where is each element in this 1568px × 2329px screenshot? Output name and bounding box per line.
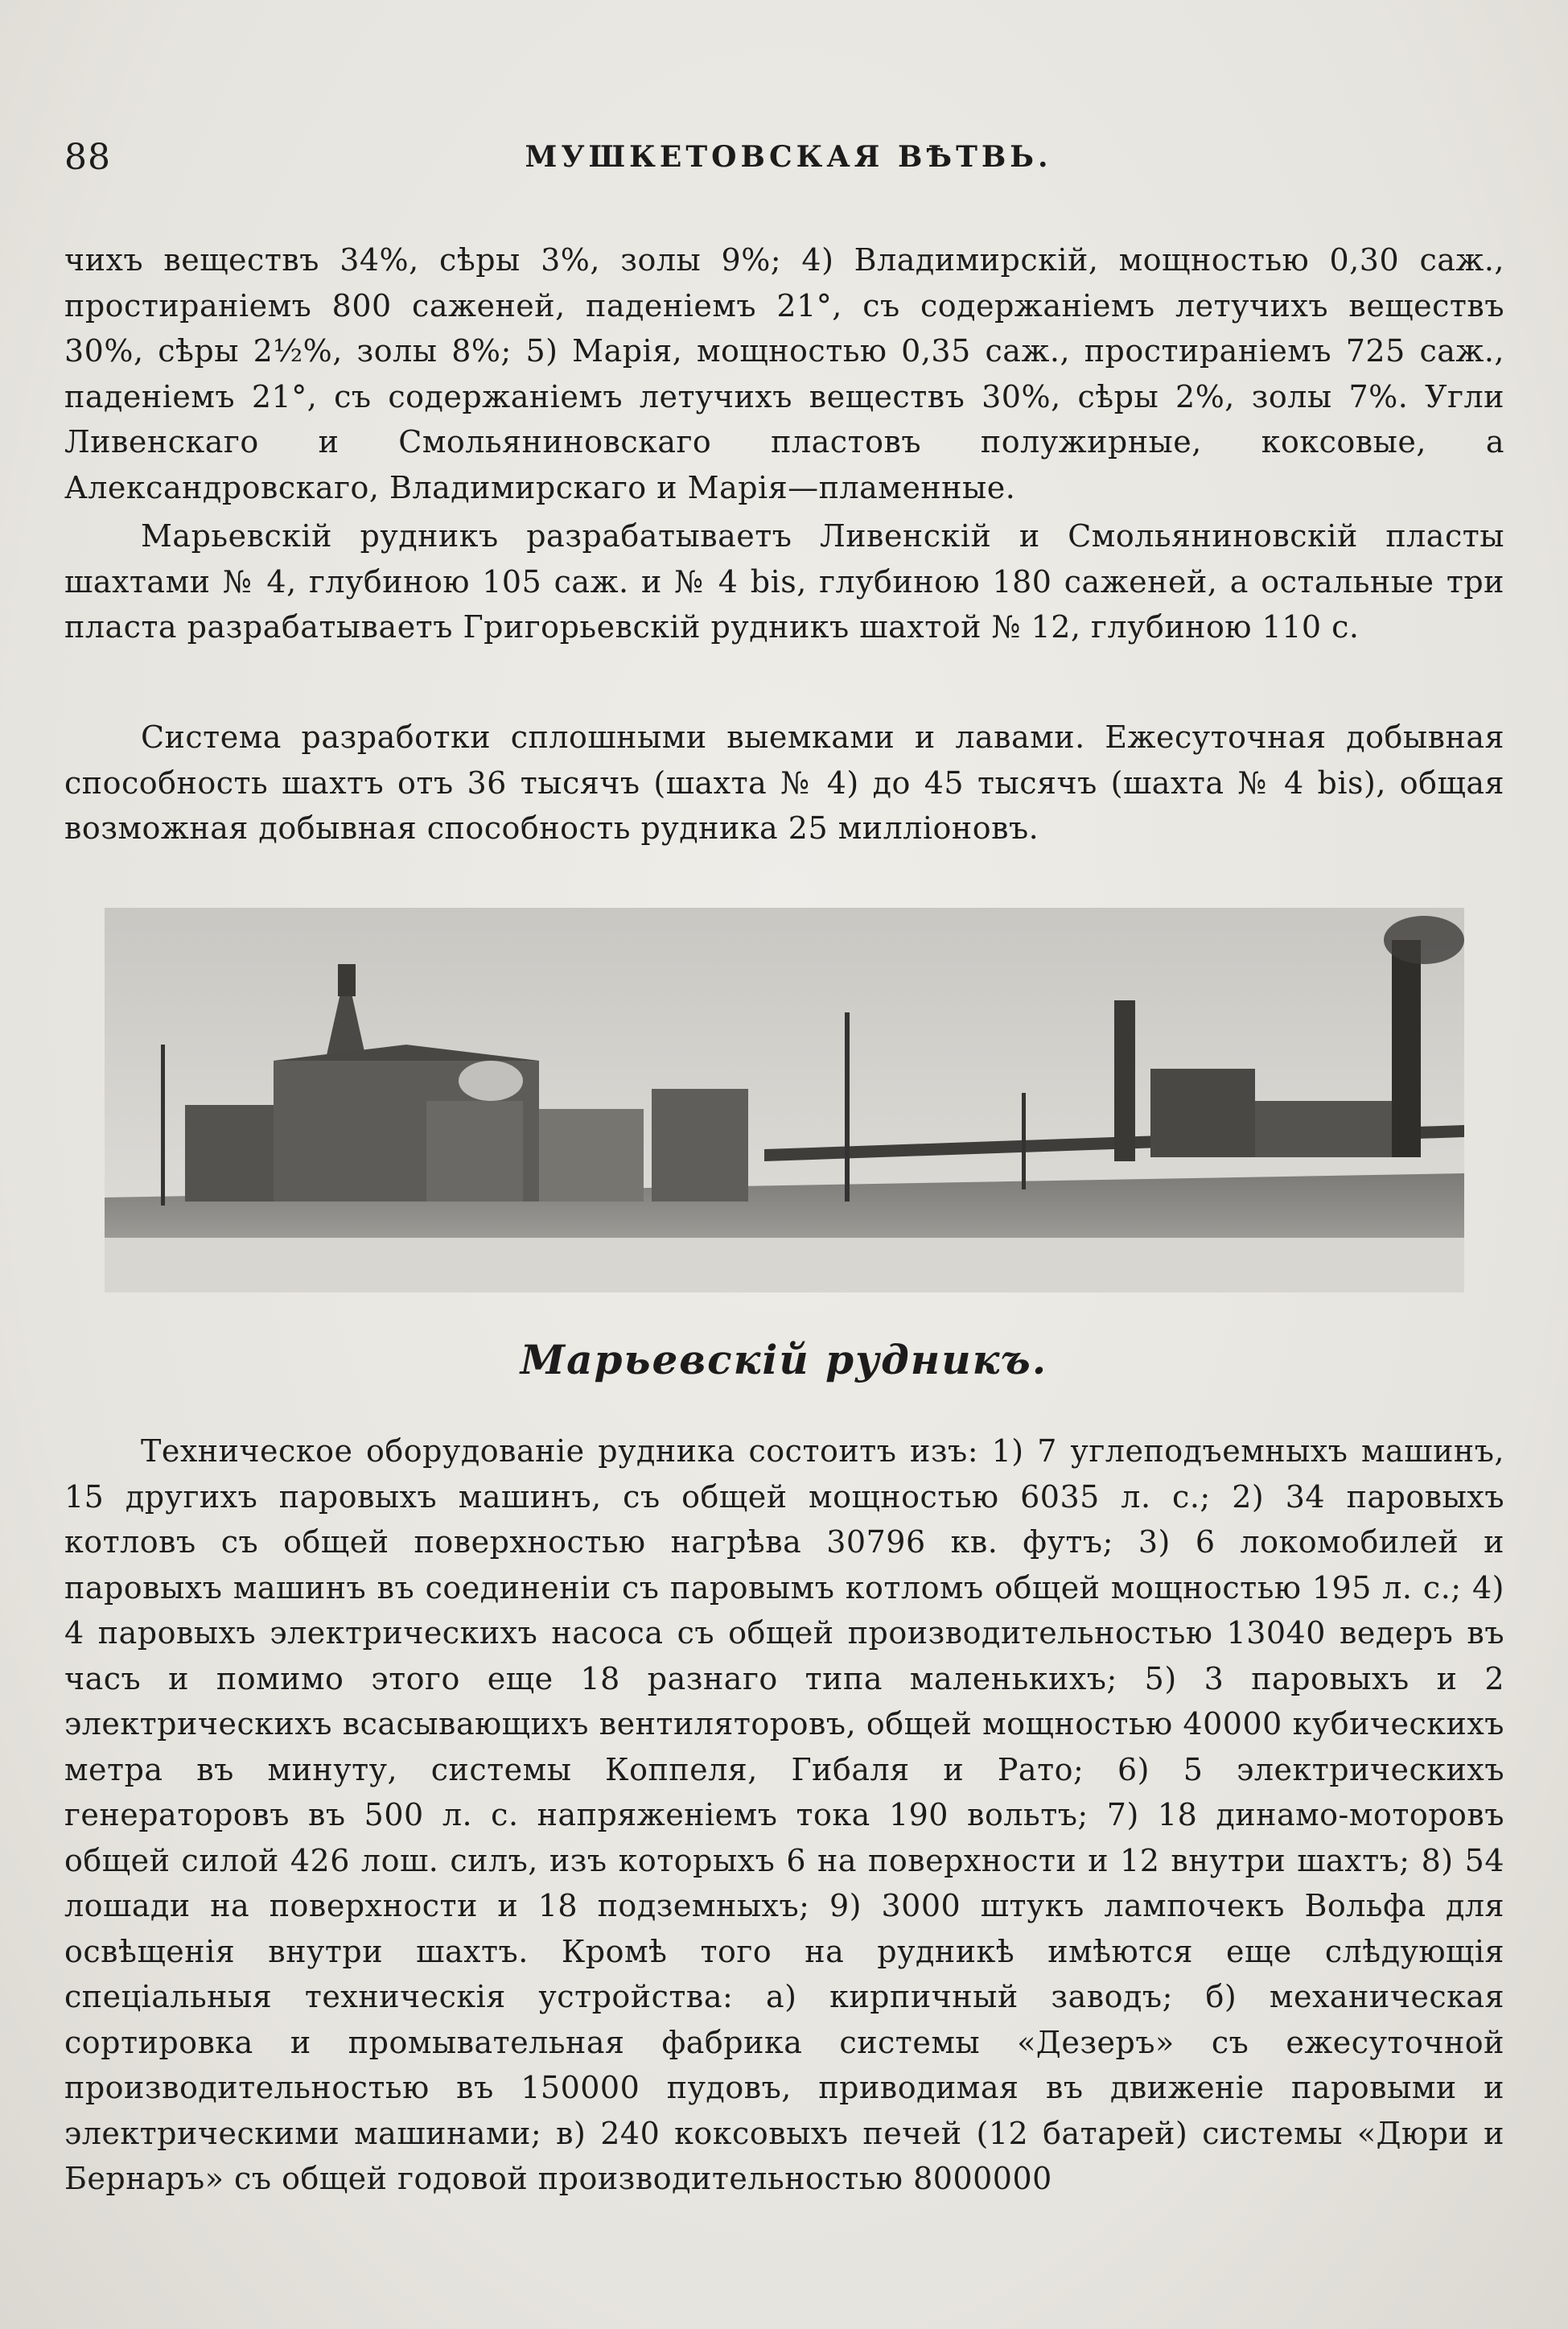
paragraph-shafts xyxy=(64,513,1504,650)
mine-photograph xyxy=(105,908,1464,1292)
paragraph-text: Марьевскій рудникъ разрабатываетъ Ливенскій и Смольяниновскій пласты шахтами № 4, глубиною 105 саж. и № 4 bis, глубиною 180 саженей, а остальные три пласта разрабатываетъ Григорьевскій рудникъ шахтой № 12, глубиною 110 с. xyxy=(64,518,1504,645)
paragraph-text: чихъ веществъ 34%, сѣры 3%, золы 9%; 4) Владимирскій, мощностью 0,30 саж., простираніемъ 800 саженей, паденіемъ 21°, съ содержаніемъ летучихъ веществъ 30%, сѣры 2½%, золы 8%; 5) Марія, мощностью 0,35 саж., простираніемъ 725 саж., паденіемъ 21°, съ содержаніемъ летучихъ веществъ 30%, сѣры 2%, золы 7%. Угли Ливенскаго и Смольяниновскаго пластовъ полужирные, коксовые, а Александровскаго, Владимирскаго и Марія—пламенные. xyxy=(64,242,1504,505)
paragraph-mining-system xyxy=(64,715,1504,851)
running-title: МУШКЕТОВСКАЯ ВѢТВЬ. xyxy=(525,140,1052,174)
paragraph-equipment xyxy=(64,1428,1504,2202)
mine-photo-illustration xyxy=(105,908,1464,1292)
paragraph-text: Система разработки сплошными выемками и лавами. Ежесуточная добывная способность шахтъ отъ 36 тысячъ (шахта № 4) до 45 тысячъ (шахта № 4 bis), общая возможная добывная способность рудника 25 милліоновъ. xyxy=(64,719,1504,846)
page-number: 88 xyxy=(64,137,111,178)
page-header xyxy=(64,137,1512,193)
paragraph-text: Техническое оборудованіе рудника состоитъ изъ: 1) 7 углеподъемныхъ машинъ, 15 другихъ паровыхъ машинъ, съ общей мощностью 6035 л. с.; 2) 34 паровыхъ котловъ съ общей поверхностью нагрѣва 30796 кв. футъ; 3) 6 локомобилей и паровыхъ машинъ въ соединеніи съ паровымъ котломъ общей мощностью 195 л. с.; 4) 4 паровыхъ электрическихъ насоса съ общей производительностью 13040 ведеръ въ часъ и помимо этого еще 18 разнаго типа маленькихъ; 5) 3 паровыхъ и 2 электрическихъ всасывающихъ вентиляторовъ, общей мощностью 40000 кубическихъ метра въ минуту, системы Коппеля, Гибаля и Рато; 6) 5 электрическихъ генераторовъ въ 500 л. с. напряженіемъ тока 190 вольтъ; 7) 18 динамо-моторовъ общей силой 426 лош. силъ, изъ которыхъ 6 на поверхности и 12 внутри шахтъ; 8) 54 лошади на поверхности и 18 подземныхъ; 9) 3000 штукъ лампочекъ Вольфа для освѣщенія внутри шахтъ. Кромѣ того на рудникѣ имѣются еще слѣдующія спеціальныя техническія устройства: а) кирпичный заводъ; б) механическая сортировка и промывательная фабрика системы «Дезеръ» съ ежесуточной производительностью въ 150000 пудовъ, приводимая въ движеніе паровыми и электрическими машинами; в) 240 коксовыхъ печей (12 батарей) системы «Дюри и Бернаръ» съ общей годовой производительностью 8000000 xyxy=(64,1433,1504,2196)
photo-caption: Марьевскій рудникъ. xyxy=(520,1336,1048,1383)
paragraph-coal-seams xyxy=(64,237,1504,510)
